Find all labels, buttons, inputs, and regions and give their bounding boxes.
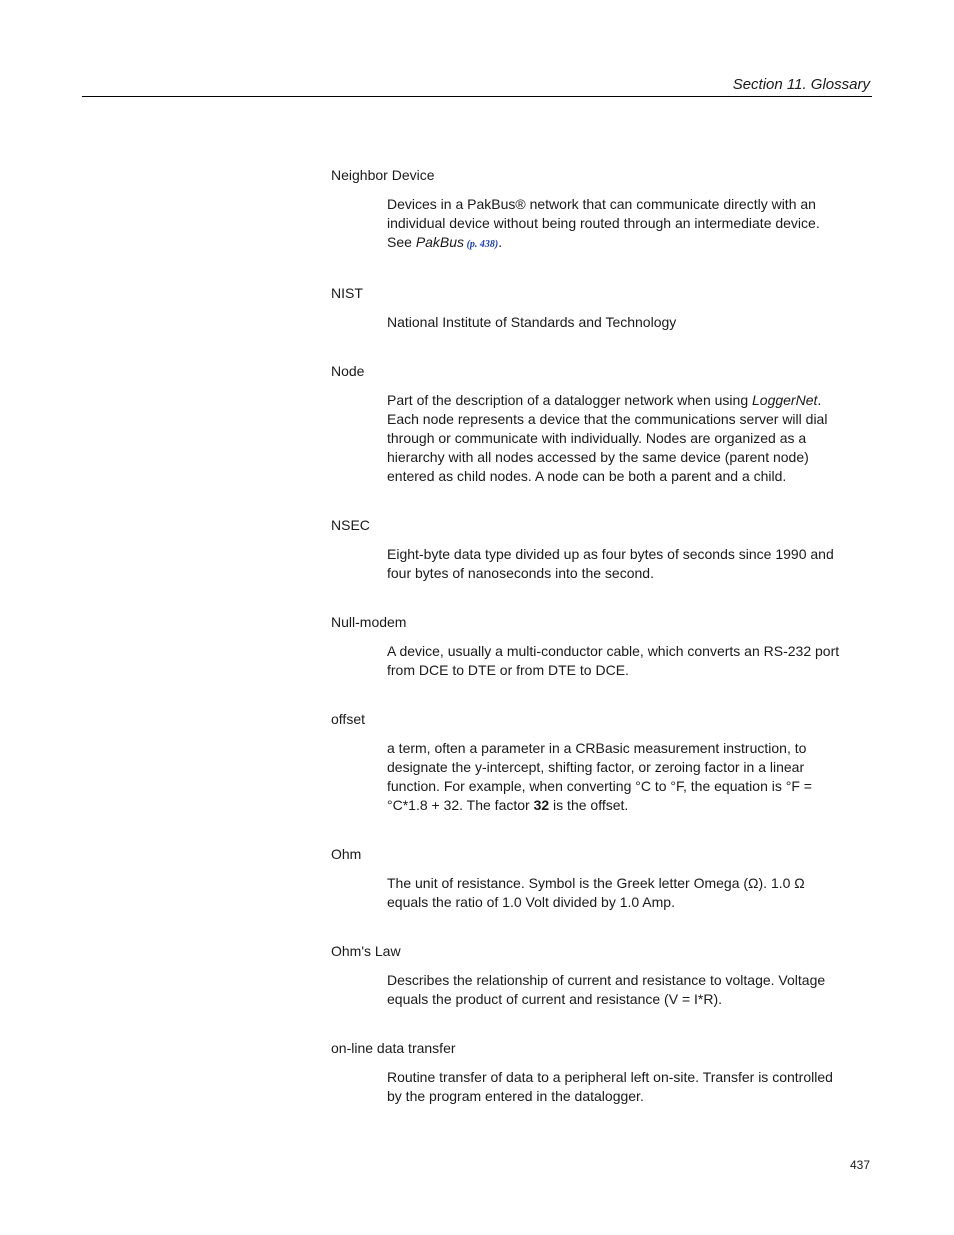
glossary-term: offset bbox=[331, 711, 365, 727]
glossary-term: NSEC bbox=[331, 517, 370, 533]
definition-italic-term: PakBus bbox=[415, 234, 465, 250]
definition-text: is the offset. bbox=[549, 797, 629, 813]
definition-text: a term, often a parameter in a CRBasic measurement instruction, to designate the y-intercept, shifting factor, or zeroing factor in a linear function. For example, when converting °C to °F, the equation is °F = °C*1.8 + 32. The factor bbox=[387, 740, 812, 813]
glossary-definition: The unit of resistance. Symbol is the Greek letter Omega (Ω). 1.0 Ω equals the ratio of 1.0 Volt divided by 1.0 Amp. bbox=[387, 875, 805, 910]
glossary-entry-offset bbox=[331, 710, 846, 815]
glossary-entry-ohm bbox=[331, 845, 846, 912]
definition-end: . bbox=[498, 234, 503, 250]
glossary-term: NIST bbox=[331, 285, 363, 301]
glossary-definition bbox=[387, 195, 846, 254]
definition-text: . Each node represents a device that the communications server will dial through or communicate with individually. Nodes are organized as a hierarchy with all nodes accessed by the same device (parent node) entered as child nodes. A node can be both a parent and a child. bbox=[387, 392, 828, 484]
glossary-entry-node bbox=[331, 362, 846, 486]
glossary-definition bbox=[387, 739, 846, 815]
definition-text: Part of the description of a datalogger network when using bbox=[387, 392, 752, 408]
glossary-entry-null-modem bbox=[331, 613, 846, 680]
glossary-definition: National Institute of Standards and Technology bbox=[387, 314, 677, 330]
glossary-entry-nist bbox=[331, 284, 846, 332]
running-header: Section 11. Glossary bbox=[732, 76, 870, 93]
glossary-entry-nsec bbox=[331, 516, 846, 583]
definition-bold: 32 bbox=[533, 797, 550, 813]
page-number: 437 bbox=[849, 1158, 870, 1172]
glossary-term: on-line data transfer bbox=[331, 1040, 456, 1056]
glossary-term: Ohm's Law bbox=[331, 943, 401, 959]
glossary-definition bbox=[387, 391, 846, 486]
definition-italic: LoggerNet bbox=[752, 392, 818, 408]
glossary-term: Ohm bbox=[331, 846, 362, 862]
glossary-entry-ohms-law bbox=[331, 942, 846, 1009]
glossary-definition: A device, usually a multi-conductor cable, which converts an RS-232 port from DCE to DTE or from DTE to DCE. bbox=[387, 643, 840, 678]
glossary-definition: Routine transfer of data to a peripheral left on-site. Transfer is controlled by the program entered in the datalogger. bbox=[387, 1069, 833, 1104]
cross-reference-link[interactable]: (p. 438) bbox=[464, 239, 499, 250]
definition-text: Devices in a PakBus® network that can communicate directly with an individual device without being routed through an intermediate device. See bbox=[387, 196, 820, 250]
glossary-term: Node bbox=[331, 363, 365, 379]
header-rule bbox=[82, 96, 872, 97]
glossary-term: Null-modem bbox=[331, 614, 407, 630]
glossary-term: Neighbor Device bbox=[331, 167, 435, 183]
glossary-definition: Eight-byte data type divided up as four bytes of seconds since 1990 and four bytes of nanoseconds into the second. bbox=[387, 546, 834, 581]
glossary-entry-on-line-data-transfer bbox=[331, 1039, 846, 1106]
glossary-list bbox=[331, 166, 846, 1136]
glossary-entry-neighbor-device bbox=[331, 166, 846, 254]
glossary-definition: Describes the relationship of current and resistance to voltage. Voltage equals the product of current and resistance (V = I*R). bbox=[387, 972, 826, 1007]
